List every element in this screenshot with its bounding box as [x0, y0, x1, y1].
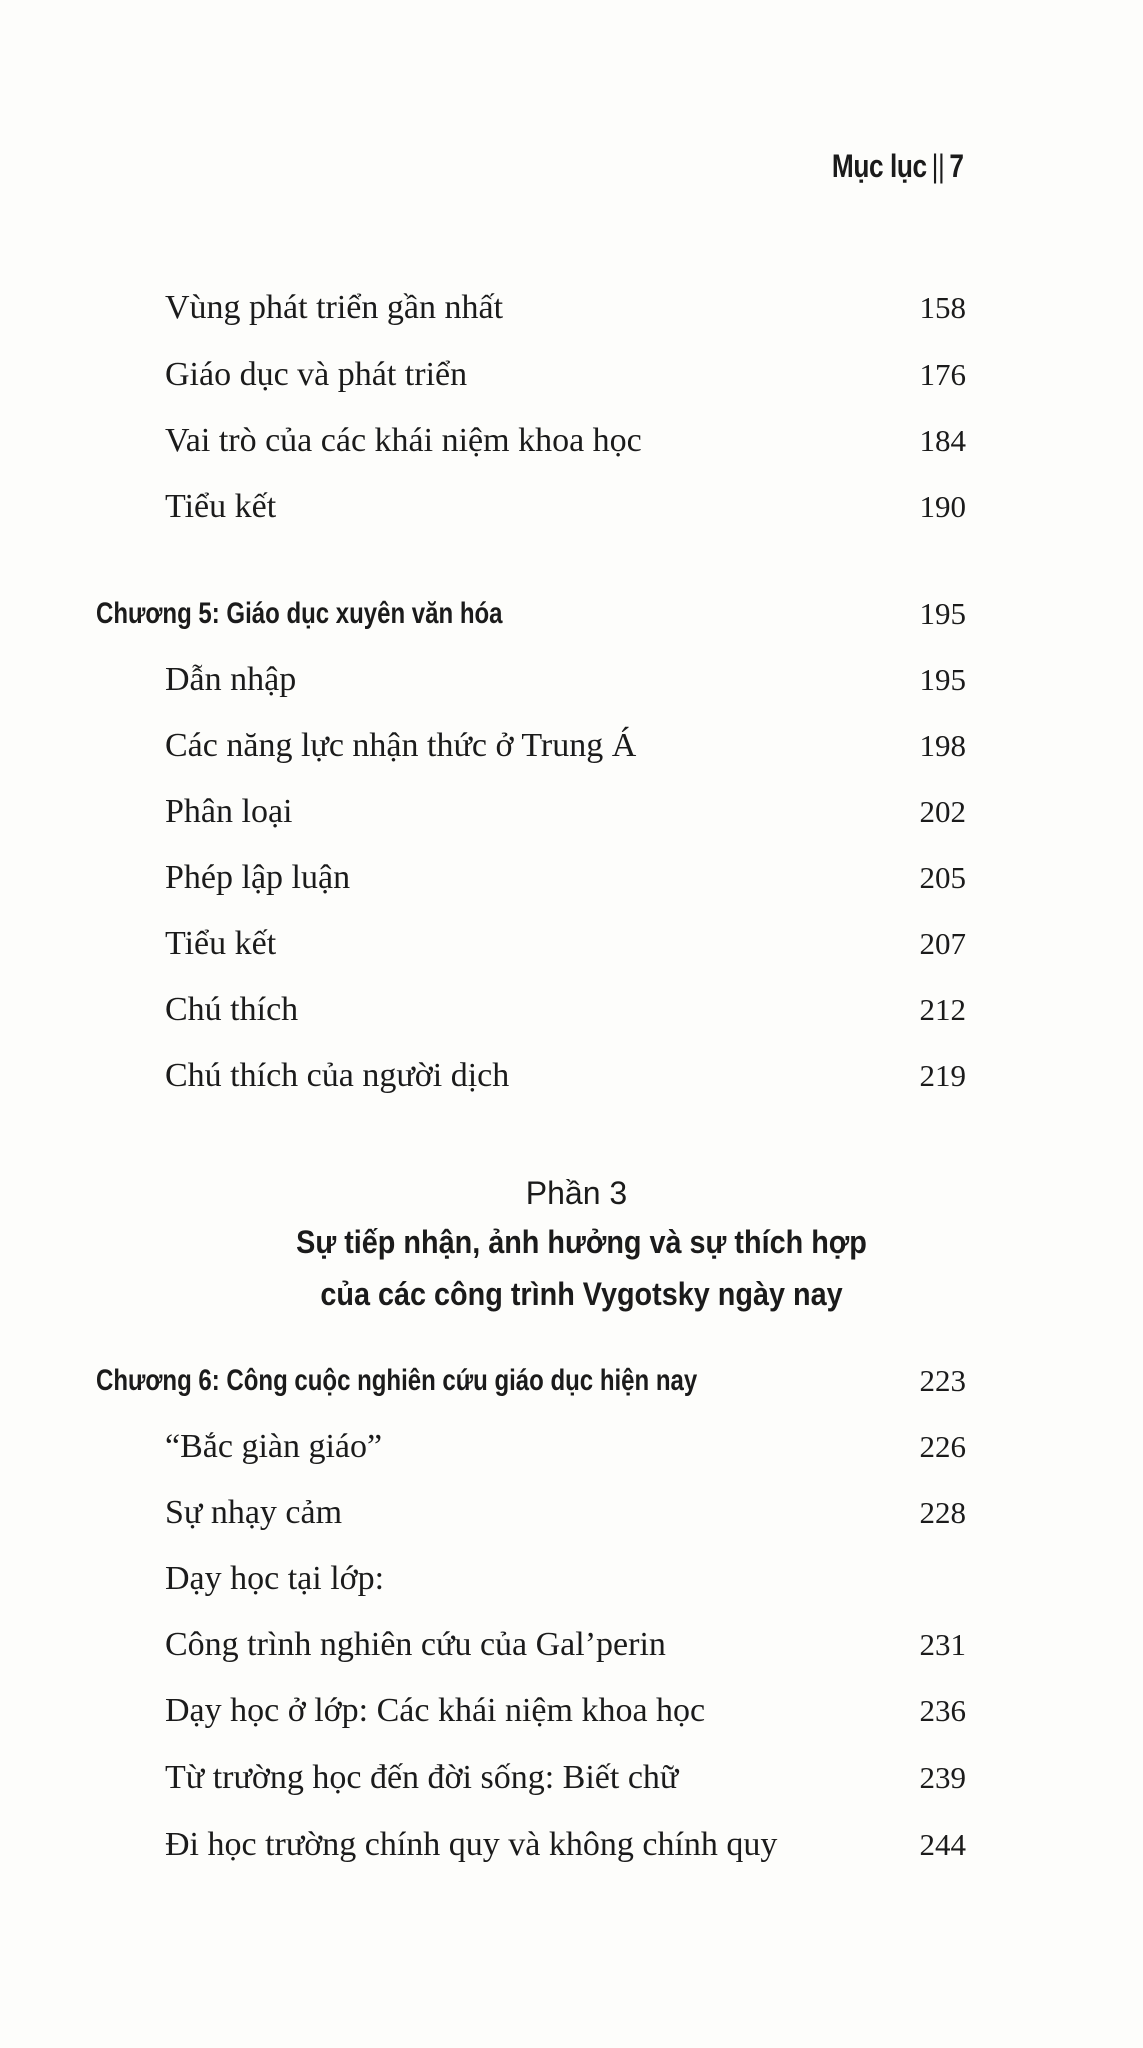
chapter-6-page: 223: [919, 1363, 966, 1398]
header-page-number: 7: [949, 148, 964, 184]
toc-entry[interactable]: [0, 283, 1143, 333]
toc-entry[interactable]: [0, 482, 1143, 532]
toc-entry[interactable]: [0, 1422, 1143, 1472]
toc-chapter-5[interactable]: [0, 589, 1143, 639]
header-separator: ||: [932, 148, 945, 184]
toc-entry[interactable]: [0, 1753, 1143, 1803]
toc-entry[interactable]: [0, 416, 1143, 466]
toc-entry-title: Tiểu kết: [165, 488, 277, 525]
toc-entry-page: 207: [919, 926, 966, 961]
toc-entry[interactable]: [0, 1686, 1143, 1736]
part-3-title-line-1: Sự tiếp nhận, ảnh hưởng và sự thích hợp: [296, 1224, 867, 1260]
toc-entry-page: 231: [919, 1627, 966, 1662]
chapter-5-title: Chương 5: Giáo dục xuyên văn hóa: [96, 597, 503, 630]
toc-entry[interactable]: [0, 1051, 1143, 1101]
toc-entry-title: Chú thích: [165, 991, 299, 1028]
toc-entry-page: 176: [919, 357, 966, 392]
toc-entry[interactable]: [0, 985, 1143, 1035]
toc-entry-title: Vai trò của các khái niệm khoa học: [165, 422, 642, 459]
toc-entry-title: Phép lập luận: [165, 859, 351, 896]
toc-entry-title: Chú thích của người dịch: [165, 1057, 510, 1094]
toc-entry-page: 239: [919, 1760, 966, 1795]
part-3-heading: [0, 1170, 1143, 1320]
toc-entry-page: 184: [919, 423, 966, 458]
toc-entry-page: 236: [919, 1693, 966, 1728]
toc-entry[interactable]: [0, 1820, 1143, 1870]
toc-entry-title: Từ trường học đến đời sống: Biết chữ: [165, 1759, 679, 1796]
toc-entry[interactable]: [0, 655, 1143, 705]
toc-entry[interactable]: [0, 787, 1143, 837]
toc-entry-page: 190: [919, 489, 966, 524]
toc-entry[interactable]: [0, 1554, 1143, 1604]
toc-entry-page: 226: [919, 1429, 966, 1464]
chapter-6-title: Chương 6: Công cuộc nghiên cứu giáo dục hiện nay: [96, 1364, 698, 1397]
toc-entry-page: 228: [919, 1495, 966, 1530]
toc-entry-title: Đi học trường chính quy và không chính quy: [165, 1826, 778, 1863]
toc-entry-title: Dẫn nhập: [165, 661, 297, 698]
toc-entry[interactable]: [0, 853, 1143, 903]
part-3-label: Phần 3: [525, 1175, 628, 1211]
toc-entry-page: 158: [919, 290, 966, 325]
toc-entry-title: Dạy học ở lớp: Các khái niệm khoa học: [165, 1692, 706, 1729]
toc-entry-title: Các năng lực nhận thức ở Trung Á: [165, 727, 637, 764]
toc-entry-title: Vùng phát triển gần nhất: [165, 289, 504, 326]
toc-entry-title: Công trình nghiên cứu của Gal’perin: [165, 1626, 666, 1663]
chapter-5-page: 195: [919, 596, 966, 631]
toc-entry[interactable]: [0, 350, 1143, 400]
running-header: [832, 148, 964, 185]
toc-entry-title: Sự nhạy cảm: [165, 1494, 343, 1531]
toc-entry-title: Giáo dục và phát triển: [165, 356, 468, 393]
toc-entry-title: “Bắc giàn giáo”: [165, 1428, 383, 1465]
toc-entry-page: 198: [919, 728, 966, 763]
toc-entry-page: 202: [919, 794, 966, 829]
toc-entry[interactable]: [0, 1620, 1143, 1670]
toc-entry[interactable]: [0, 721, 1143, 771]
toc-entry-title: Tiểu kết: [165, 925, 277, 962]
toc-chapter-6[interactable]: [0, 1356, 1143, 1406]
toc-entry[interactable]: [0, 919, 1143, 969]
toc-entry[interactable]: [0, 1488, 1143, 1538]
toc-entry-page: 244: [919, 1827, 966, 1862]
header-title: Mục lục: [832, 148, 928, 184]
toc-entry-title: Dạy học tại lớp:: [165, 1560, 385, 1597]
toc-entry-page: 205: [919, 860, 966, 895]
part-3-title-line-2: của các công trình Vygotsky ngày nay: [320, 1276, 843, 1312]
toc-entry-page: 219: [919, 1058, 966, 1093]
toc-entry-page: 195: [919, 662, 966, 697]
toc-entry-title: Phân loại: [165, 793, 293, 830]
toc-entry-page: 212: [919, 992, 966, 1027]
